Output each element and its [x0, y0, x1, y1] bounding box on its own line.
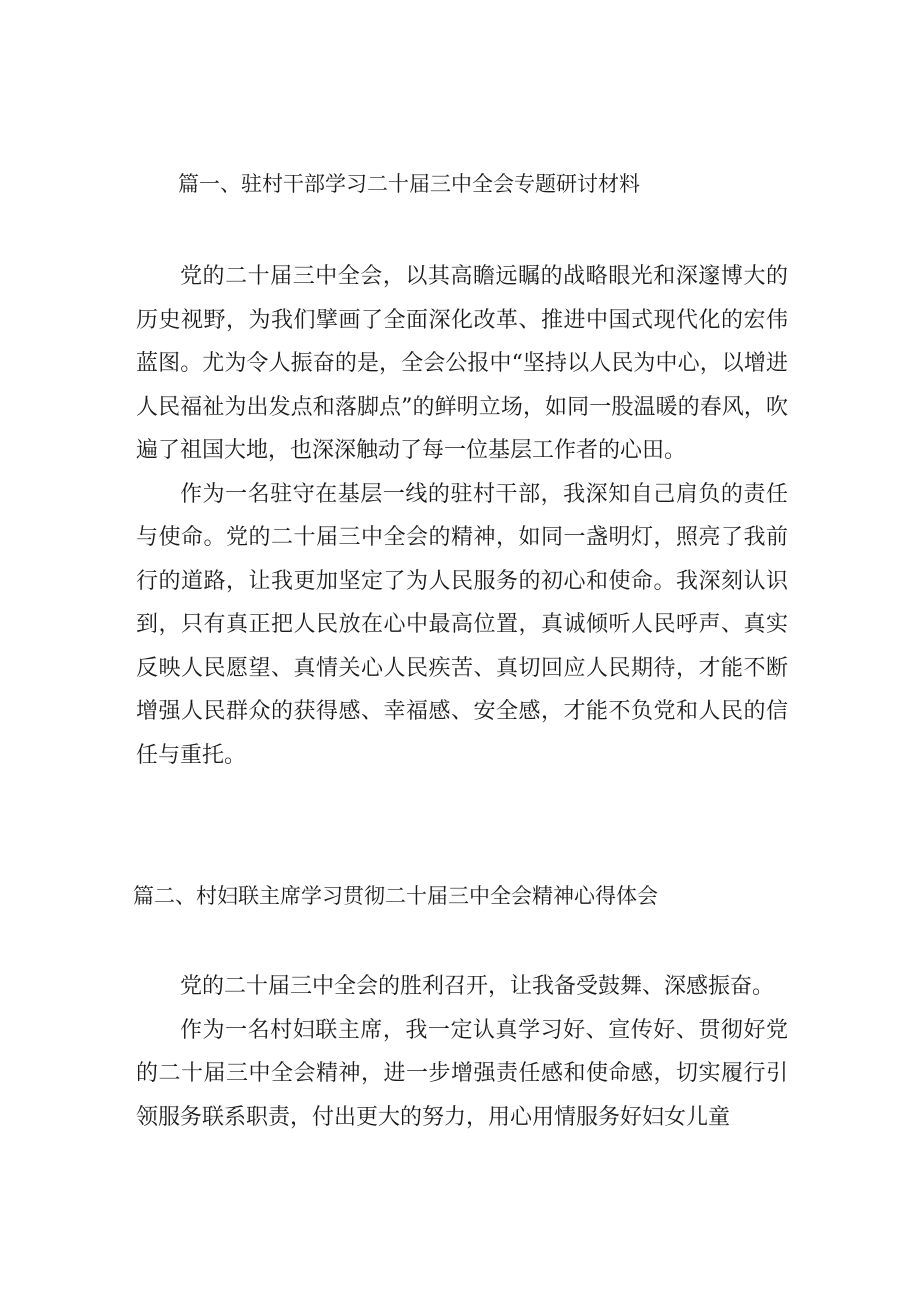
- section-1-paragraph-2: 作为一名驻守在基层一线的驻村干部，我深知自己肩负的责任与使命。党的二十届三中全会的精神，如同一盏明灯，照亮了我前行的道路，让我更加坚定了为人民服务的初心和使命。我深刻认识到，只有真正把人民放在心中最高位置，真诚倾听人民呼声、真实反映人民愿望、真情关心人民疾苦、真切回应人民期待，才能不断增强人民群众的获得感、幸福感、安全感，才能不负党和人民的信任与重托。: [136, 481, 788, 768]
- section-2-title: 篇二、村妇联主席学习贯彻二十届三中全会精神心得体会: [133, 884, 658, 908]
- section-1-paragraph-1: 党的二十届三中全会，以其高瞻远瞩的战略眼光和深邃博大的历史视野，为我们擘画了全面深化改革、推进中国式现代化的宏伟蓝图。尤为令人振奋的是，全会公报中“坚持以人民为中心，以增进人民福祉为出发点和落脚点”的鲜明立场，如同一股温暖的春风，吹遍了祖国大地，也深深触动了每一位基层工作者的心田。: [136, 264, 788, 463]
- section-2-body: [136, 965, 788, 1139]
- section-1-title: 篇一、驻村干部学习二十届三中全会专题研讨材料: [178, 172, 640, 196]
- section-1-body: [136, 255, 788, 777]
- section-2-paragraph-1: 党的二十届三中全会的胜利召开，让我备受鼓舞、深感振奋。: [180, 974, 775, 999]
- section-2-paragraph-2: 作为一名村妇联主席，我一定认真学习好、宣传好、贯彻好党的二十届三中全会精神，进一步增强责任感和使命感，切实履行引领服务联系职责，付出更大的努力，用心用情服务好妇女儿童: [136, 1017, 788, 1130]
